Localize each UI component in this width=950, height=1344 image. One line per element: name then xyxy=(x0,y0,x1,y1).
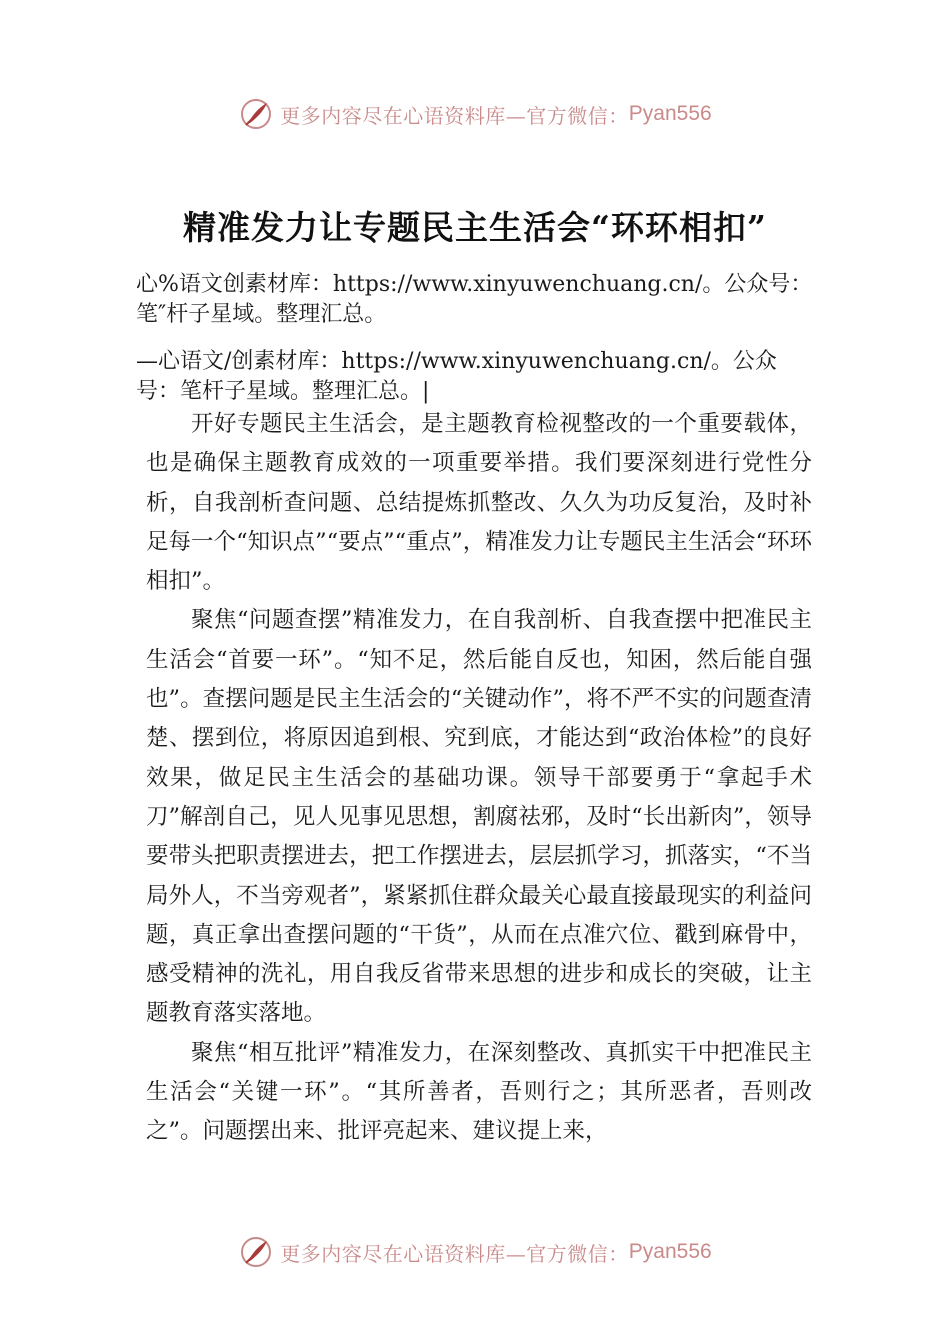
header-watermark-banner xyxy=(0,92,950,136)
paragraph-2: 聚焦“问题查摆”精准发力，在自我剖析、自我查摆中把准民主生活会“首要一环”。“知不足，然后能自反也，知困，然后能自强也”。查摆问题是民主生活会的“关键动作”，将不严不实的问题查清楚、摆到位，将原因追到根、究到底，才能达到“政治体检”的良好效果，做足民主生活会的基础功课。领导干部要勇于“拿起手术刀”解剖自己，见人见事见思想，割腐祛邪，及时“长出新肉”，领导要带头把职责摆进去，把工作摆进去，层层抓学习，抓落实，“不当局外人，不当旁观者”，紧紧抓住群众最关心最直接最现实的利益问题，真正拿出查摆问题的“干货”，从而在点准穴位、戳到麻骨中，感受精神的洗礼，用自我反省带来思想的进步和成长的突破，让主题教育落实落地。 xyxy=(146,607,812,1027)
quill-pen-icon xyxy=(238,96,274,132)
source-note-2: —心语文/创素材库：https://www.xinyuwenchuang.cn/。公众号：笔杆子星域。整理汇总。| xyxy=(136,349,777,404)
footer-watermark-banner xyxy=(0,1230,950,1274)
banner-wechat-code: Pyan556 xyxy=(628,1240,712,1263)
banner-wechat-code: Pyan556 xyxy=(628,102,712,125)
source-note-1: 心%语文创素材库：https://www.xinyuwenchuang.cn/。公众号：笔″杆子星域。整理汇总。 xyxy=(136,272,813,327)
banner-text: 更多内容尽在心语资料库—官方微信： xyxy=(280,1241,629,1266)
document-title: 精准发力让专题民主生活会“环环相扣” xyxy=(183,208,767,247)
paragraph-1: 开好专题民主生活会，是主题教育检视整改的一个重要载体，也是确保主题教育成效的一项重要举措。我们要深刻进行党性分析，自我剖析查问题、总结提炼抓整改、久久为功反复治，及时补足每一个“知识点”“要点”“重点”，精准发力让专题民主生活会“环环相扣”。 xyxy=(146,411,812,595)
banner-text: 更多内容尽在心语资料库—官方微信： xyxy=(280,103,629,128)
paragraph-3: 聚焦“相互批评”精准发力，在深刻整改、真抓实干中把准民主生活会“关键一环”。“其所善者，吾则行之；其所恶者，吾则改之”。问题摆出来、批评亮起来、建议提上来， xyxy=(146,1039,812,1145)
quill-pen-icon xyxy=(238,1234,274,1270)
document-body xyxy=(146,405,812,1152)
